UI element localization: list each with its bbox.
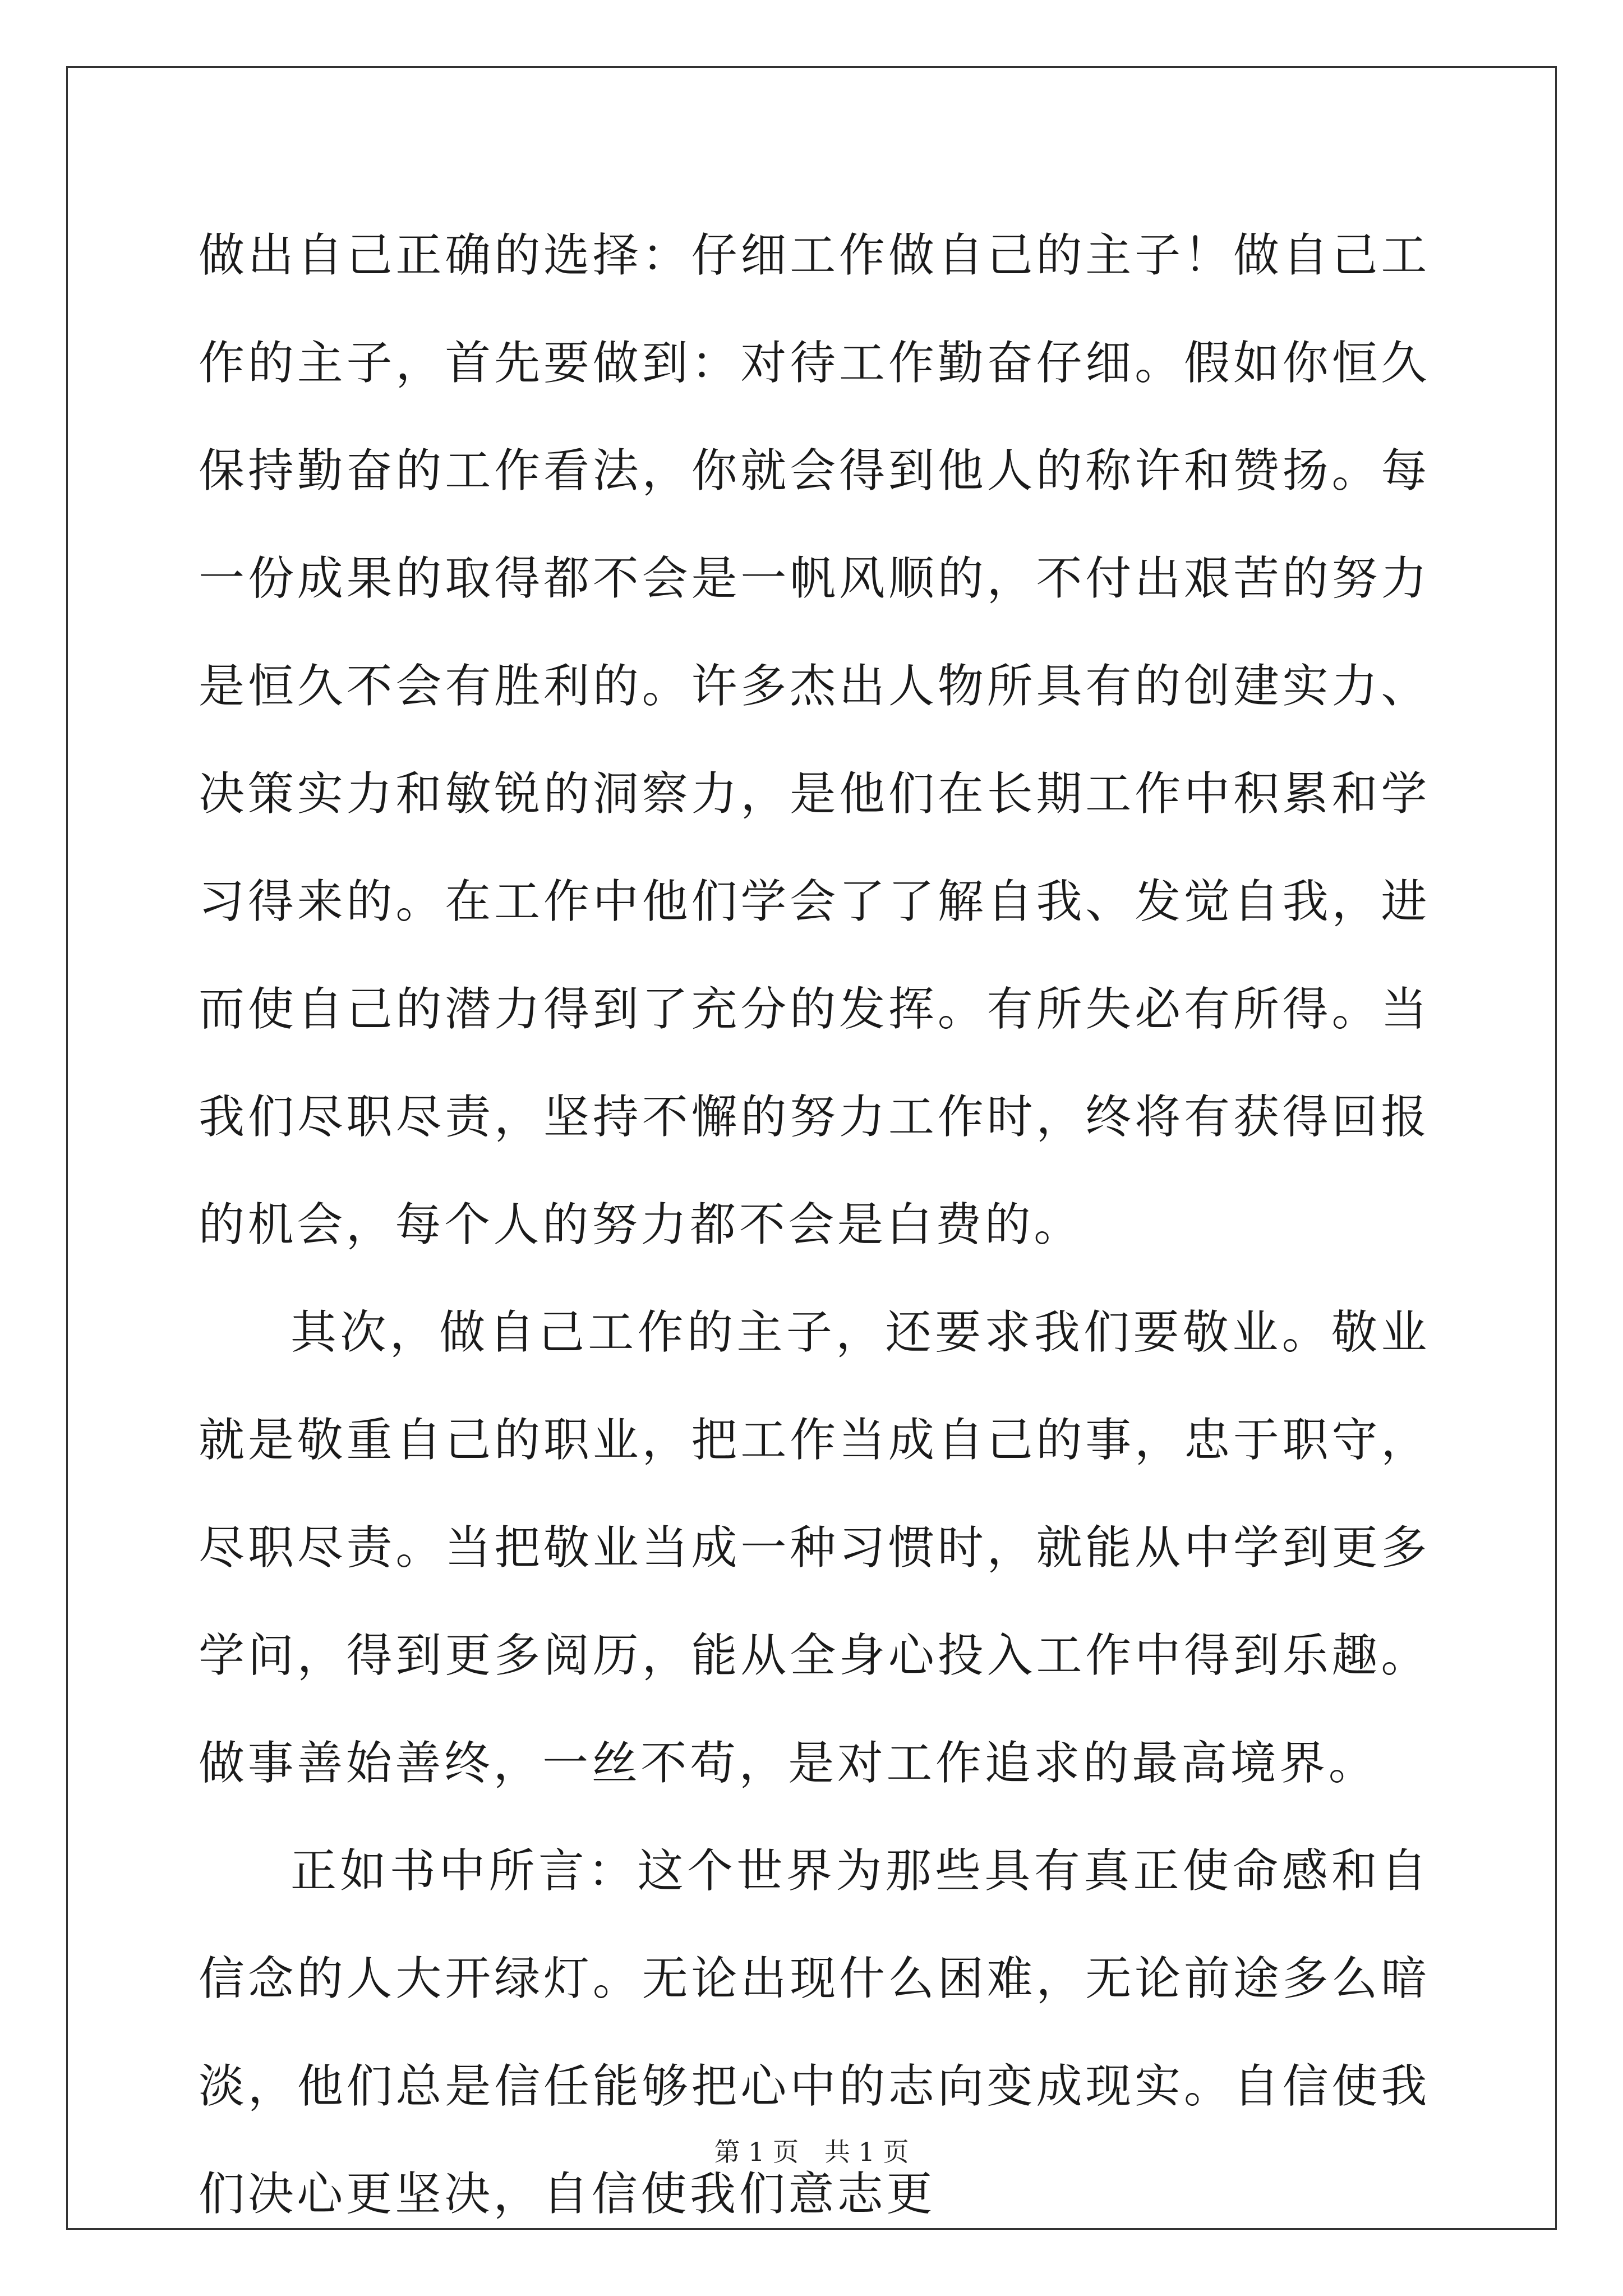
paragraph-1: 做出自己正确的选择：仔细工作做自己的主子！做自己工作的主子，首先要做到：对待工作勤奋仔细。假如你恒久保持勤奋的工作看法，你就会得到他人的称许和赞扬。每一份成果的取得都不会是一帆风顺的，不付出艰苦的努力是恒久不会有胜利的。许多杰出人物所具有的创建实力、决策实力和敏锐的洞察力，是他们在长期工作中积累和学习得来的。在工作中他们学会了了解自我、发觉自我，进而使自己的潜力得到了充分的发挥。有所失必有所得。当我们尽职尽责，坚持不懈的努力工作时，终将有获得回报的机会，每个人的努力都不会是白费的。 <box>199 229 1430 1251</box>
page-total: 共 1 页 <box>824 2137 909 2167</box>
page-footer <box>0 2132 1623 2169</box>
paragraph-2: 其次，做自己工作的主子，还要求我们要敬业。敬业就是敬重自己的职业，把工作当成自己的事，忠于职守，尽职尽责。当把敬业当成一种习惯时，就能从中学到更多学问，得到更多阅历，能从全身心投入工作中得到乐趣。做事善始善终，一丝不苟，是对工作追求的最高境界。 <box>199 1306 1430 1790</box>
page-number: 第 1 页 <box>714 2137 799 2167</box>
document-body <box>199 202 1430 2248</box>
paragraph-3: 正如书中所言：这个世界为那些具有真正使命感和自信念的人大开绿灯。无论出现什么困难，无论前途多么暗淡，他们总是信任能够把心中的志向变成现实。自信使我们决心更坚决，自信使我们意志更 <box>199 1844 1430 2221</box>
